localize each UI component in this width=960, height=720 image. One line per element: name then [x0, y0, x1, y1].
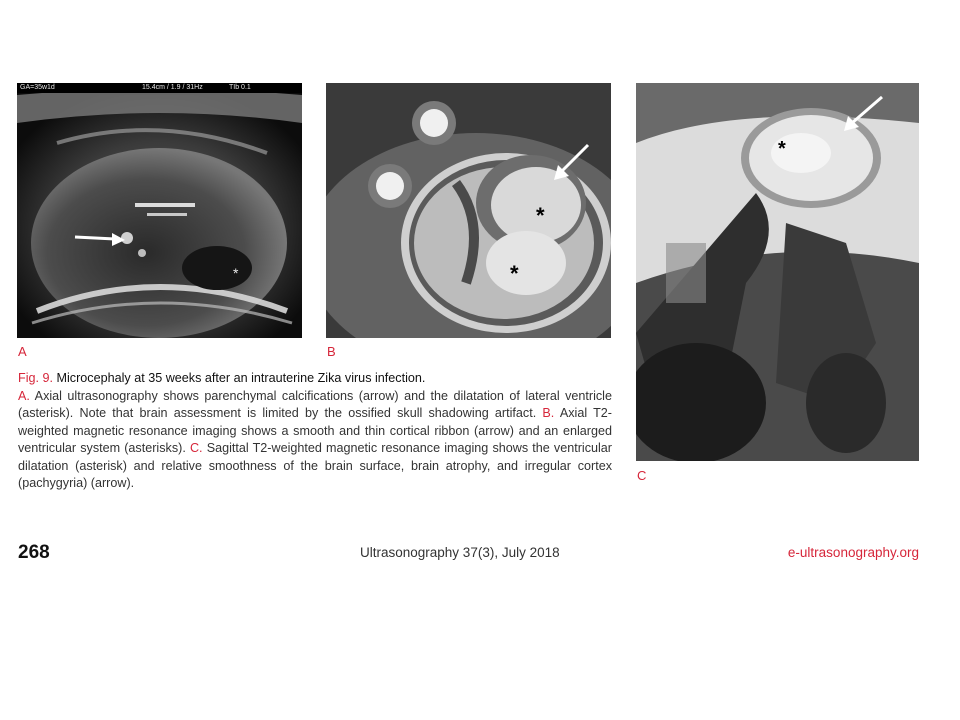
- caption-part-b-text: Axial T2-weighted magnetic resonance imaging shows a smooth and thin cortical ribbon (arrow) and an enlarged ventricular system (asterisks).: [18, 406, 612, 455]
- figure-title: Microcephaly at 35 weeks after an intrauterine Zika virus infection.: [56, 371, 426, 385]
- ultrasound-image: [17, 83, 302, 338]
- panel-a-ultrasound-image: [17, 83, 302, 338]
- figure-caption: [18, 370, 612, 493]
- caption-part-a-label: A.: [18, 388, 30, 403]
- thermal-index: TIb 0.1: [229, 84, 251, 91]
- panel-b-mri-image: [326, 83, 611, 338]
- caption-part-c-label: C.: [189, 441, 203, 455]
- asterisk-marker: *: [778, 138, 786, 160]
- ultrasound-header: [17, 83, 302, 93]
- panel-label-b: B: [327, 344, 336, 359]
- journal-website-link[interactable]: e-ultrasonography.org: [787, 545, 919, 560]
- caption-part-c-text: Sagittal T2-weighted magnetic resonance imaging shows the ventricular dilatation (asterisk) and relative smoothness of the brain surface, brain atrophy, and irregular cortex (pachygyria) (arrow).: [18, 441, 612, 490]
- panel-label-a: A: [18, 344, 27, 359]
- caption-part-b-label: B.: [542, 406, 555, 420]
- panel-c-mri-image: [636, 83, 919, 461]
- gestational-age: GA=35w1d: [20, 84, 55, 91]
- sagittal-mri-image: [636, 83, 919, 461]
- caption-part-a-text: Axial ultrasonography shows parenchymal calcifications (arrow) and the dilatation of lateral ventricle (asterisk). Note that brain assessment is limited by the ossified skull shadowing artifact.: [18, 388, 612, 420]
- axial-mri-image: [326, 83, 611, 338]
- page-number: 268: [18, 542, 50, 563]
- figure-number: Fig. 9.: [18, 371, 53, 385]
- asterisk-marker: *: [536, 203, 545, 228]
- panel-label-c: C: [637, 468, 647, 483]
- journal-citation: Ultrasonography 37(3), July 2018: [360, 545, 560, 560]
- scan-settings: 15.4cm / 1.9 / 31Hz: [142, 84, 203, 91]
- asterisk-marker: *: [233, 265, 239, 281]
- asterisk-marker: *: [510, 261, 519, 286]
